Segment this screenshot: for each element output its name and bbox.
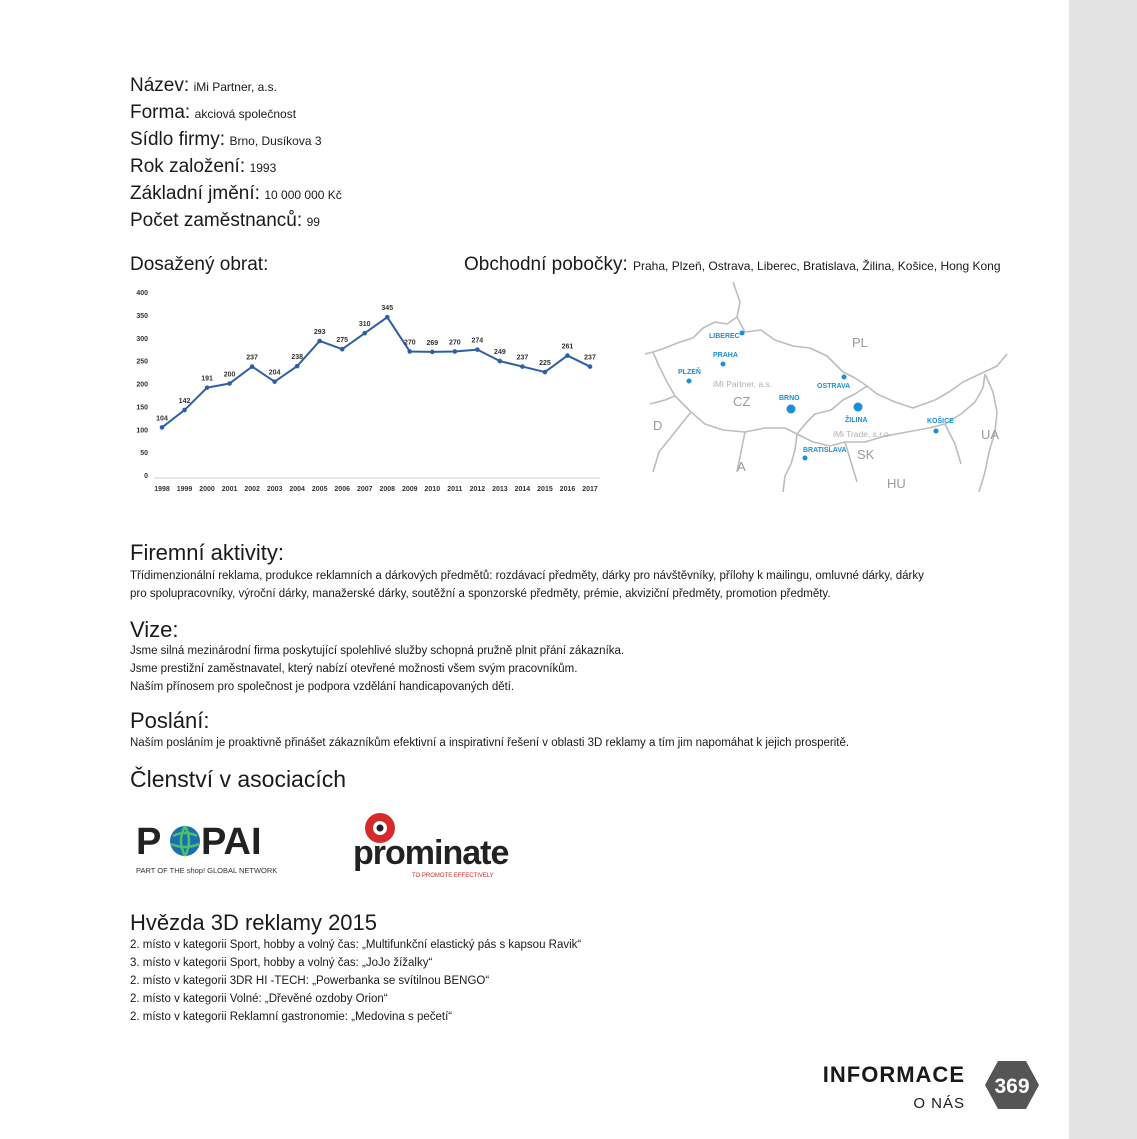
fact-founded: Rok založení: 1993 (130, 156, 277, 177)
x-tick-label: 2014 (514, 486, 531, 493)
turnover-data-point (385, 315, 390, 320)
city-dot-zilina (854, 403, 863, 412)
country-label-pl: PL (852, 335, 868, 350)
turnover-data-label: 345 (381, 305, 394, 313)
popai-logo (133, 812, 298, 882)
x-tick-label: 2004 (289, 486, 305, 493)
city-dot-praha (721, 362, 726, 367)
city-dot-kosice (934, 429, 939, 434)
city-dot-liberec (740, 331, 745, 336)
x-tick-label: 2017 (582, 486, 598, 493)
activities-text (130, 567, 924, 603)
popai-tagline: PART OF THE shop! GLOBAL NETWORK (136, 866, 278, 875)
city-label-kosice: KOŠICE (927, 418, 954, 425)
x-tick-label: 2015 (537, 486, 553, 493)
popai-letters-pai: PAI (201, 821, 262, 863)
activities-heading: Firemní aktivity: (130, 540, 285, 565)
turnover-data-point (430, 350, 435, 355)
award-item: 2. místo v kategorii Sport, hobby a volný čas: „Multifunkční elastický pás s kapsou Ravik“ (130, 939, 582, 951)
vision-line: Naším přínosem pro společnost je podpora vzdělání handicapovaných dětí. (130, 681, 515, 693)
section-subtitle: O NÁS (913, 1095, 965, 1112)
membership-heading: Členství v asociacích (130, 766, 347, 792)
award-item: 2. místo v kategorii Volné: „Dřevěné ozdoby Orion“ (130, 993, 388, 1005)
y-tick-label: 200 (136, 381, 148, 389)
y-tick-label: 350 (136, 312, 148, 320)
x-tick-label: 2001 (221, 486, 238, 493)
city-label-ostrava: OSTRAVA (817, 383, 851, 390)
y-tick-label: 50 (140, 450, 148, 458)
turnover-data-point (362, 331, 367, 336)
x-tick-label: 2002 (244, 486, 260, 493)
x-tick-label: 2016 (559, 486, 576, 493)
mission-line: Naším posláním je proaktivně přinášet zákazníkům efektivní a inspirativní řešení v oblasti 3D reklamy a tím jim napomáhat k jejich prosperitě. (130, 737, 850, 749)
y-tick-label: 400 (136, 290, 148, 297)
vision-line: Jsme silná mezinárodní firma poskytující spolehlivé služby schopná pružně plnit přání zákazníka. (130, 645, 625, 657)
country-label-hu: HU (887, 476, 906, 491)
y-tick-label: 300 (136, 335, 148, 343)
x-tick-label: 2007 (356, 486, 373, 493)
x-tick-label: 2009 (402, 486, 418, 493)
y-tick-label: 0 (144, 473, 148, 480)
turnover-data-point (317, 339, 322, 344)
branches-heading: Obchodní pobočky: (464, 254, 628, 275)
company-label-partner: iMi Partner, a.s. (713, 379, 773, 389)
award-item: 2. místo v kategorii Reklamní gastronomie: „Medovina s pečetí“ (130, 1011, 453, 1023)
activities-line: Třídimenzionální reklama, produkce reklamních a dárkových předmětů: rozdávací předměty, dárky pro návštěvníky, přílohy k mailingu, omluvné dárky, dárky (130, 570, 924, 582)
city-dot-brno (787, 405, 796, 414)
turnover-data-label: 204 (268, 369, 281, 377)
x-tick-label: 2003 (266, 486, 283, 493)
turnover-data-label: 191 (201, 375, 213, 383)
turnover-chart (128, 282, 608, 497)
page-number: 369 (994, 1075, 1030, 1098)
country-label-cz: CZ (733, 394, 751, 409)
turnover-data-label: 310 (358, 321, 371, 329)
x-tick-label: 2000 (199, 486, 215, 493)
award-list (130, 936, 581, 1026)
prominate-wordmark: prominate (353, 834, 509, 872)
turnover-data-label: 142 (178, 398, 191, 406)
fact-seat: Sídlo firmy: Brno, Dusíkova 3 (130, 129, 322, 150)
turnover-data-point (520, 364, 525, 369)
city-label-liberec: LIBEREC (709, 333, 740, 340)
turnover-data-point (205, 385, 210, 390)
turnover-data-point (340, 347, 345, 352)
y-tick-label: 150 (136, 404, 148, 412)
turnover-data-point (543, 370, 548, 375)
page-side-band (1069, 0, 1137, 1139)
vision-heading: Vize: (130, 617, 179, 642)
x-tick-label: 1998 (154, 486, 170, 493)
page-number-badge (985, 1058, 1039, 1112)
city-dot-bratislava (803, 456, 808, 461)
turnover-data-label: 261 (561, 343, 574, 351)
turnover-data-label: 270 (403, 339, 416, 347)
turnover-data-label: 237 (246, 354, 258, 362)
turnover-data-point (475, 347, 480, 352)
turnover-data-point (160, 425, 165, 430)
city-dot-ostrava (842, 375, 847, 380)
turnover-data-label: 274 (471, 337, 484, 345)
x-tick-label: 2011 (447, 486, 463, 493)
fact-name: Název: iMi Partner, a.s. (130, 75, 277, 96)
turnover-data-label: 104 (156, 415, 168, 423)
fact-capital: Základní jmění: 10 000 000 Kč (130, 183, 342, 204)
city-label-plzen: PLZEŇ (678, 369, 701, 376)
x-tick-label: 2005 (311, 486, 328, 493)
x-tick-label: 2012 (469, 486, 486, 493)
turnover-data-point (295, 364, 300, 369)
country-label-ua: UA (981, 427, 1000, 442)
branches-map (645, 282, 1015, 507)
mission-text (130, 734, 849, 752)
fact-form: Forma: akciová společnost (130, 102, 297, 123)
prominate-logo (350, 806, 530, 886)
border-de-pl (733, 282, 1007, 408)
turnover-data-point (272, 379, 277, 384)
popai-letter-p: P (136, 821, 162, 863)
turnover-data-label: 237 (516, 354, 529, 362)
country-label-a: A (737, 459, 746, 474)
turnover-data-point (565, 353, 570, 358)
section-title: INFORMACE (822, 1062, 965, 1087)
popai-globe-icon (170, 826, 200, 856)
y-tick-label: 250 (136, 358, 148, 366)
city-label-bratislava: BRATISLAVA (803, 447, 847, 454)
turnover-data-label: 237 (584, 354, 596, 362)
x-tick-label: 2013 (492, 486, 508, 493)
prominate-tagline: TO PROMOTE EFFECTIVELY (412, 873, 494, 879)
turnover-label: Dosažený obrat: (130, 254, 269, 275)
branches-list: Praha, Plzeň, Ostrava, Liberec, Bratislava, Žilina, Košice, Hong Kong (633, 259, 1001, 273)
turnover-data-point (227, 381, 232, 386)
vision-line: Jsme prestižní zaměstnavatel, který nabízí otevřené možnosti všem svým pracovníkům. (130, 663, 578, 675)
city-dot-plzen (687, 379, 692, 384)
x-tick-label: 2008 (379, 486, 396, 493)
branches-label (464, 254, 1001, 276)
award-heading: Hvězda 3D reklamy 2015 (130, 910, 378, 935)
city-label-brno: BRNO (779, 395, 800, 402)
company-facts (130, 72, 342, 234)
turnover-data-label: 270 (448, 339, 461, 347)
turnover-data-label: 200 (223, 371, 236, 379)
city-label-praha: PRAHA (713, 352, 738, 359)
x-tick-label: 1999 (176, 486, 193, 493)
turnover-data-point (407, 349, 412, 354)
turnover-data-point (588, 364, 593, 369)
turnover-data-point (250, 364, 255, 369)
x-tick-label: 2006 (334, 486, 350, 493)
country-label-d: D (653, 418, 663, 433)
turnover-data-label: 293 (313, 328, 326, 336)
city-label-zilina: ŽILINA (845, 417, 868, 424)
turnover-data-label: 225 (539, 360, 551, 368)
award-item: 3. místo v kategorii Sport, hobby a volný čas: „JoJo žížalky“ (130, 957, 433, 969)
company-label-trade: iMi Trade, s.r.o. (833, 429, 892, 439)
turnover-data-point (453, 349, 458, 354)
vision-text (130, 642, 624, 696)
x-tick-label: 2010 (424, 486, 441, 493)
award-item: 2. místo v kategorii 3DR HI -TECH: „Powerbanka se svítilnou BENGO“ (130, 975, 490, 987)
y-tick-label: 100 (136, 427, 148, 435)
turnover-data-label: 269 (426, 339, 439, 347)
fact-employees: Počet zaměstnanců: 99 (130, 210, 320, 231)
turnover-data-point (498, 359, 503, 364)
turnover-data-point (182, 408, 187, 413)
country-label-sk: SK (857, 447, 875, 462)
mission-heading: Poslání: (130, 708, 210, 733)
turnover-data-label: 238 (291, 354, 304, 362)
turnover-data-label: 275 (336, 337, 349, 345)
activities-line: pro spolupracovníky, výroční dárky, manažerské dárky, soutěžní a sponzorské předměty, prémie, akviziční předměty, promotion předměty. (130, 588, 831, 600)
turnover-data-label: 249 (494, 349, 506, 357)
